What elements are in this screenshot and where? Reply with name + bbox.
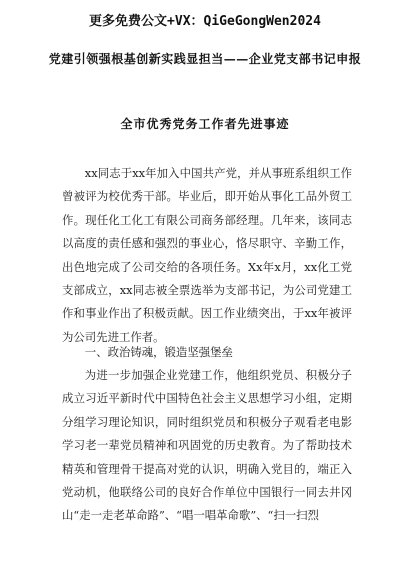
- paragraph-1-block: [62, 162, 352, 349]
- watermark-header: 更多免费公文+VX：QiGeGongWen2024: [89, 14, 321, 29]
- paragraph-2-block: [62, 364, 352, 528]
- paragraph-1: xx同志于xx年加入中国共产党，并从事班系组织工作曾被评为校优秀干部。毕业后，即开始从事化工品外贸工作。现任化工化工有限公司商务部经理。几年来，该同志以高度的责任感和强烈的事业心，恪尽职守、辛勤工作，出色地完成了公司交给的各项任务。Xx年x月，xx化工党支部成立，xx同志被全票选举为支部书记，为公司党建工作和事业作出了积极贡献。因工作业绩突出，于xx年被评为公司先进工作者。: [62, 166, 352, 344]
- section-1-heading: 一、政治铸魂，锻造坚强堡垒: [84, 345, 233, 359]
- document-subtitle: 全市优秀党务工作者先进事迹: [120, 117, 290, 131]
- document-title: 党建引领强根基创新实践显担当——企业党支部书记申报: [48, 52, 362, 66]
- paragraph-2: 为进一步加强企业党建工作，他组织党员、积极分子成立习近平新时代中国特色社会主义思想学习小组，定期分组学习理论知识，同时组织党员和积极分子观看老电影学习老一辈党员精神和巩固党的历史教育。为了帮助技术精英和管理骨干提高对党的认识，明确入党目的，端正入党动机，他联络公司的良好合作单位中国银行一同去井冈山“走一走老革命路”、“唱一唱革命歌”、“扫一扫烈: [62, 368, 352, 523]
